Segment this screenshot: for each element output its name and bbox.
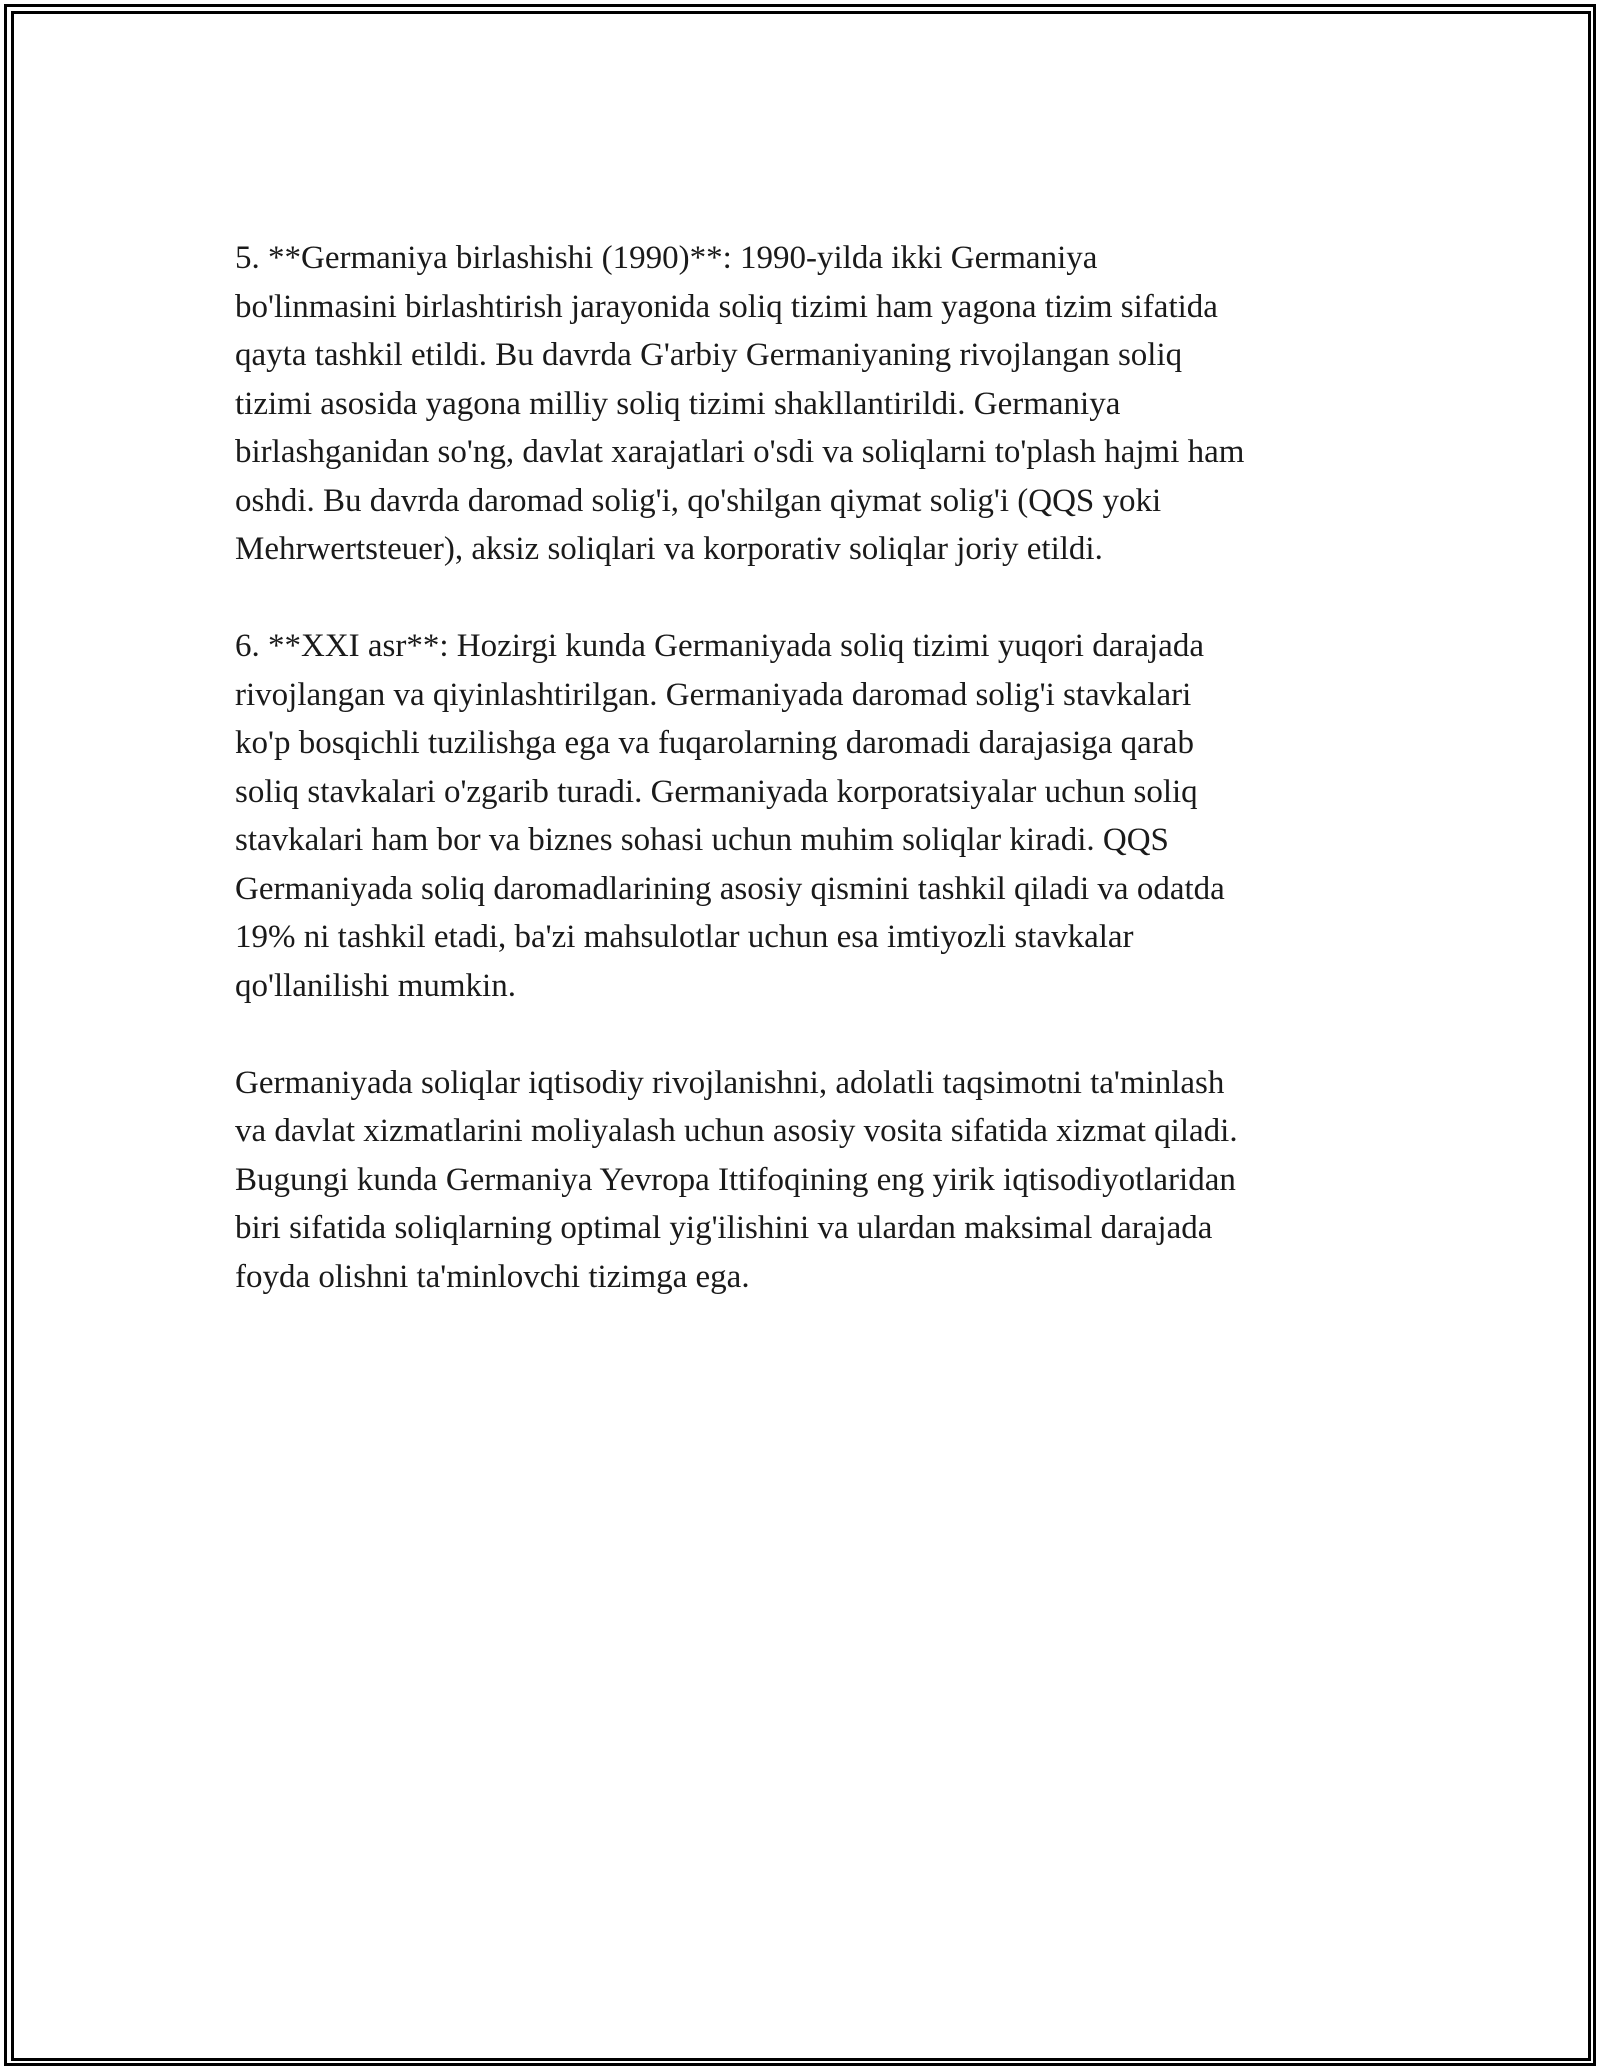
text-line: oshdi. Bu davrda daromad solig'i, qo'shilgan qiymat solig'i (QQS yoki: [235, 482, 1162, 519]
text-line: Germaniyada soliqlar iqtisodiy rivojlanishni, adolatli taqsimotni ta'minlash: [235, 1064, 1225, 1101]
document-body: [235, 234, 1390, 1350]
text-line: soliq stavkalari o'zgarib turadi. Germaniyada korporatsiyalar uchun soliq: [235, 773, 1198, 810]
text-line: birlashganidan so'ng, davlat xarajatlari o'sdi va soliqlarni to'plash hajmi ham: [235, 434, 1245, 470]
text-line: 5. **Germaniya birlashishi (1990)**: 1990-yilda ikki Germaniya: [235, 240, 1098, 276]
text-line: stavkalari ham bor va biznes sohasi uchun muhim soliqlar kiradi. QQS: [235, 822, 1169, 858]
text-line: 6. **XXI asr**: Hozirgi kunda Germaniyada soliq tizimi yuqori darajada: [235, 628, 1204, 664]
text-line: qo'llanilishi mumkin.: [235, 967, 516, 1004]
text-line: Mehrwertsteuer), aksiz soliqlari va korporativ soliqlar joriy etildi.: [235, 531, 1103, 567]
text-line: bo'linmasini birlashtirish jarayonida soliq tizimi ham yagona tizim sifatida: [235, 288, 1218, 325]
text-line: qayta tashkil etildi. Bu davrda G'arbiy Germaniyaning rivojlangan soliq: [235, 337, 1183, 373]
text-line: Germaniyada soliq daromadlarining asosiy qismini tashkil qiladi va odatda: [235, 870, 1225, 907]
paragraph: [235, 622, 1390, 1010]
text-line: rivojlangan va qiyinlashtirilgan. Germaniyada daromad solig'i stavkalari: [235, 676, 1192, 713]
text-line: Bugungi kunda Germaniya Yevropa Ittifoqining eng yirik iqtisodiyotlaridan: [235, 1161, 1236, 1198]
text-line: biri sifatida soliqlarning optimal yig'ilishini va ulardan maksimal darajada: [235, 1210, 1213, 1246]
text-line: foyda olishni ta'minlovchi tizimga ega.: [235, 1258, 750, 1295]
text-line: 19% ni tashkil etadi, ba'zi mahsulotlar uchun esa imtiyozli stavkalar: [235, 919, 1134, 955]
text-line: ko'p bosqichli tuzilishga ega va fuqarolarning daromadi darajasiga qarab: [235, 725, 1194, 761]
paragraph: [235, 234, 1390, 574]
text-line: va davlat xizmatlarini moliyalash uchun asosiy vosita sifatida xizmat qiladi.: [235, 1113, 1238, 1149]
paragraph: [235, 1059, 1390, 1302]
text-line: tizimi asosida yagona milliy soliq tizimi shakllantirildi. Germaniya: [235, 385, 1121, 422]
